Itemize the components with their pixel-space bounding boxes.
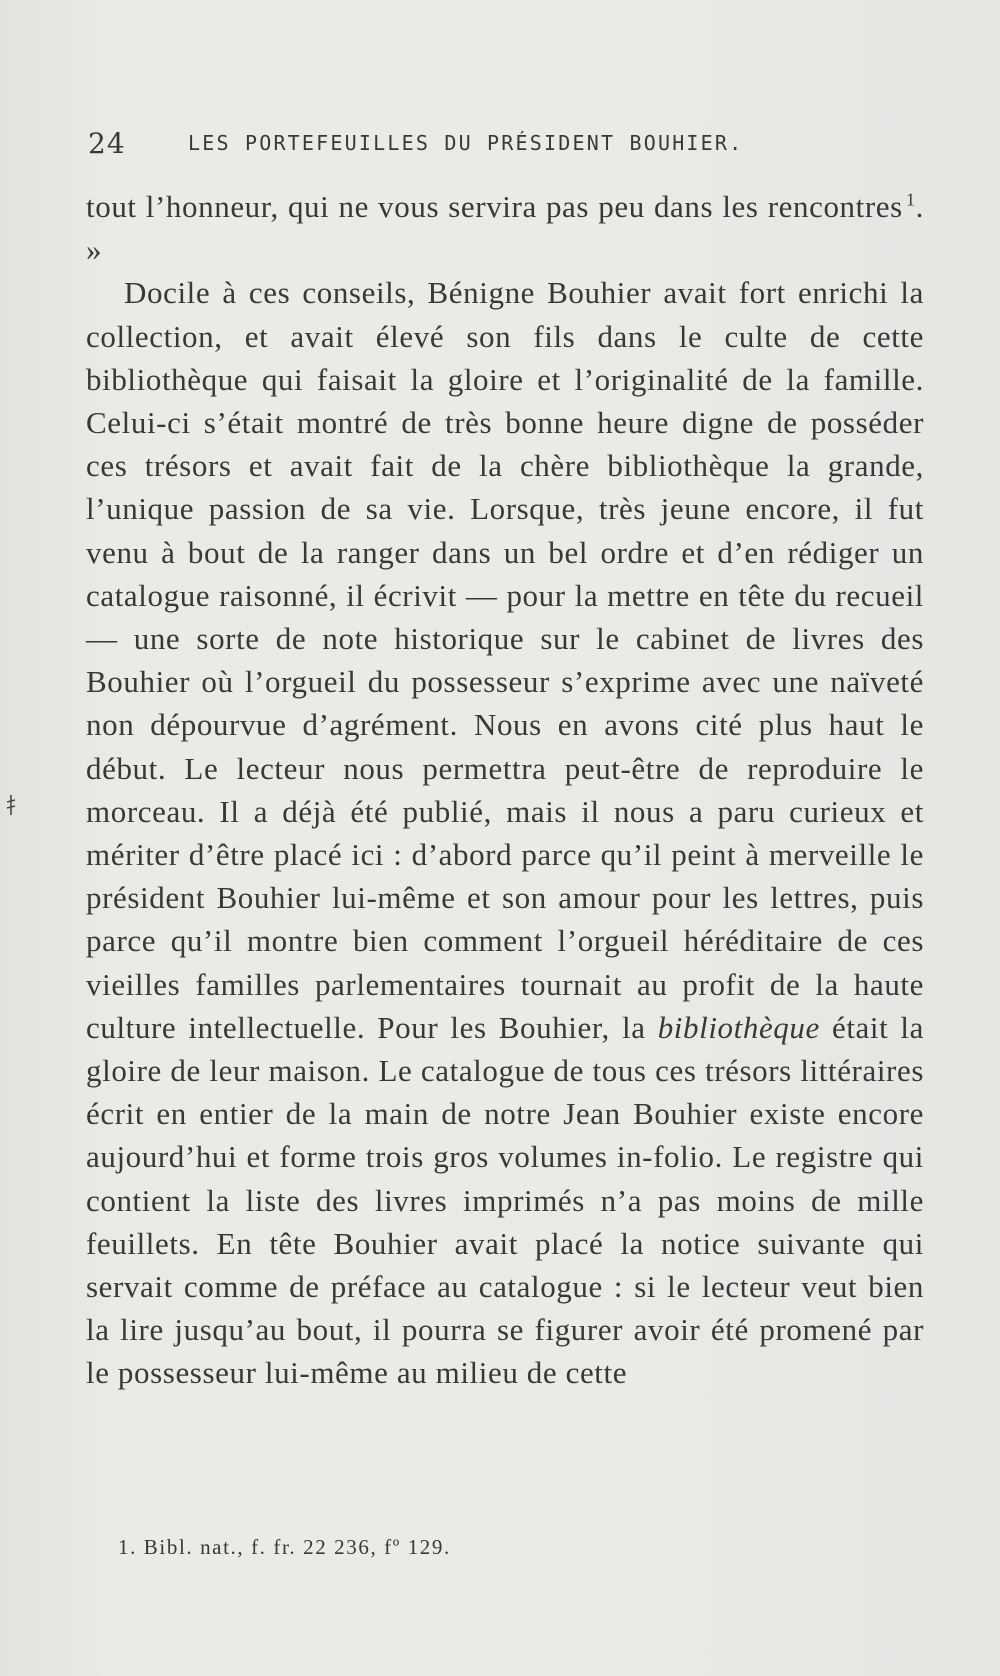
footnote: 1. Bibl. nat., f. fr. 22 236, fº 129. <box>118 1535 451 1559</box>
paragraph-2-part-2: était la gloire de leur maison. Le catalogue de tous ces trésors littéraires écrit en entier de la main de notre Jean Bouhier existe encore aujourd’hui et forme trois gros volumes in-folio. Le registre qui contient la liste des livres imprimés n’a pas moins de mille feuillets. En tête Bouhier avait placé la notice suivante qui servait comme de préface au catalogue : si le lecteur veut bien la lire jusqu’au bout, il pourra se figurer avoir été promené par le possesseur lui-même au milieu de cette <box>86 1009 924 1391</box>
page-number: 24 <box>88 127 126 160</box>
paragraph-main <box>86 271 924 1394</box>
running-title: LES PORTEFEUILLES DU PRÉSIDENT BOUHIER. <box>188 131 744 155</box>
paragraph-2-part-1: Docile à ces conseils, Bénigne Bouhier avait fort enrichi la collection, et avait élevé son fils dans le culte de cette bibliothèque qui faisait la gloire et l’originalité de la famille. Celui-ci s’était montré de très bonne heure digne de posséder ces trésors et avait fait de la chère bibliothèque la grande, l’unique passion de sa vie. Lorsque, très jeune encore, il fut venu à bout de la ranger dans un bel ordre et d’en rédiger un catalogue raisonné, il écrivit — pour la mettre en tête du recueil — une sorte de note historique sur le cabinet de livres des Bouhier où l’orgueil du possesseur s’exprime avec une naïveté non dépourvue d’agrément. Nous en avons cité plus haut le début. Le lecteur nous permettra peut-être de reproduire le morceau. Il a déjà été publié, mais il nous a paru curieux et mériter d’être placé ici : d’abord parce qu’il peint à merveille le président Bouhier lui-même et son amour pour les lettres, puis parce qu’il montre bien comment l’orgueil héréditaire de ces vieilles familles parlementaires tournait au profit de la haute culture intellectuelle. Pour les Bouhier, la <box>86 275 924 1045</box>
paragraph-continuation <box>86 185 924 271</box>
paragraph-1-text: tout l’honneur, qui ne vous servira pas peu dans les rencontres <box>86 189 903 224</box>
footnote-reference: 1 <box>906 189 916 210</box>
paragraph-1-end: . » <box>86 189 924 268</box>
page-header <box>88 127 908 167</box>
body-text <box>86 185 924 1395</box>
italic-word: bibliothèque <box>657 1009 820 1045</box>
margin-mark <box>6 794 16 816</box>
